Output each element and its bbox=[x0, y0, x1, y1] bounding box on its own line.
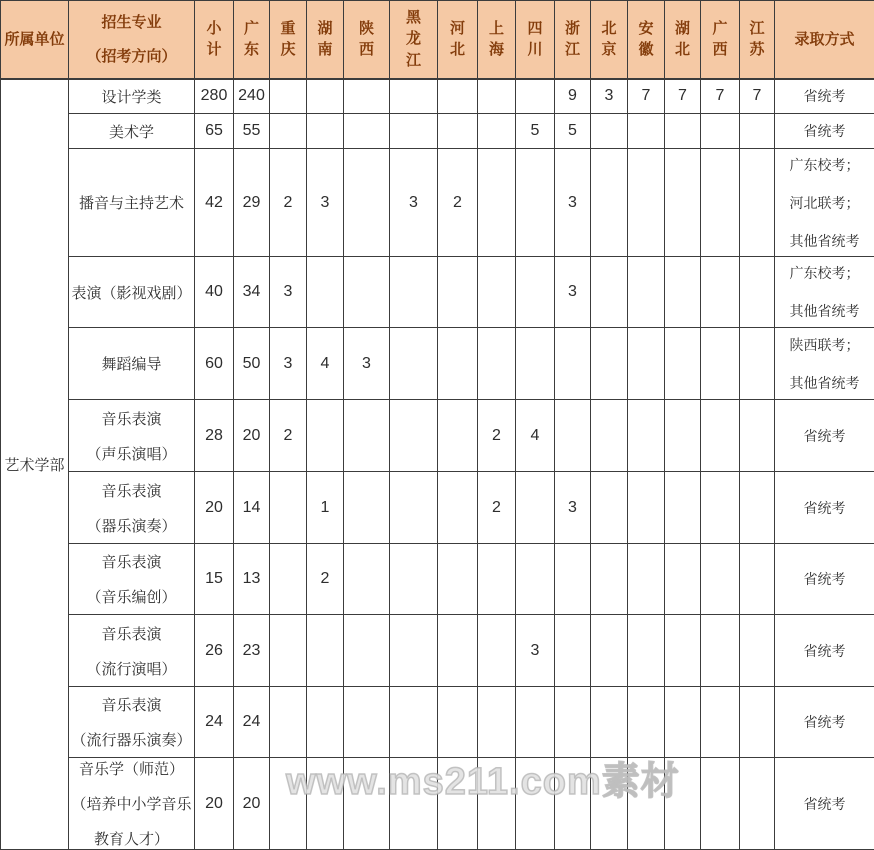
value-cell: 2 bbox=[270, 149, 307, 257]
value-cell: 240 bbox=[234, 79, 270, 114]
value-cell bbox=[555, 400, 591, 472]
value-cell: 1 bbox=[307, 472, 344, 544]
province-label: 湖南 bbox=[317, 18, 334, 62]
header-province-hunan bbox=[307, 1, 344, 79]
value-cell: 14 bbox=[234, 472, 270, 544]
major-line: 音乐表演 bbox=[101, 408, 161, 429]
value-cell bbox=[307, 79, 344, 114]
value-cell bbox=[665, 758, 701, 850]
admission-line: 省统考 bbox=[804, 794, 846, 814]
value-cell bbox=[270, 472, 307, 544]
value-cell bbox=[438, 615, 478, 687]
header-major bbox=[69, 1, 195, 79]
admission-line: 省统考 bbox=[804, 498, 846, 518]
value-cell: 7 bbox=[740, 79, 775, 114]
table-row bbox=[1, 257, 874, 328]
value-cell: 55 bbox=[234, 114, 270, 149]
header-province-sichuan bbox=[516, 1, 555, 79]
admission-cell bbox=[775, 472, 874, 544]
admission-line: 省统考 bbox=[804, 641, 846, 661]
admission-cell bbox=[775, 257, 874, 328]
admission-line: 省统考 bbox=[804, 121, 846, 141]
major-cell bbox=[69, 328, 195, 400]
value-cell: 20 bbox=[234, 758, 270, 850]
header-province-hebei bbox=[438, 1, 478, 79]
value-cell bbox=[740, 615, 775, 687]
subtotal-cell: 280 bbox=[195, 79, 234, 114]
major-line: 音乐学（师范） bbox=[79, 758, 184, 779]
major-line: 音乐表演 bbox=[101, 551, 161, 572]
value-cell bbox=[591, 472, 628, 544]
admission-line: 广东校考； bbox=[790, 263, 860, 283]
value-cell bbox=[438, 79, 478, 114]
value-cell bbox=[591, 257, 628, 328]
major-line: 设计学类 bbox=[101, 86, 161, 107]
header-province-guangxi bbox=[701, 1, 740, 79]
admission-cell bbox=[775, 400, 874, 472]
value-cell bbox=[344, 615, 390, 687]
value-cell bbox=[478, 687, 516, 758]
value-cell bbox=[665, 149, 701, 257]
subtotal-cell: 60 bbox=[195, 328, 234, 400]
value-cell bbox=[701, 544, 740, 615]
value-cell bbox=[438, 400, 478, 472]
province-label: 陕西 bbox=[358, 18, 375, 62]
value-cell bbox=[591, 149, 628, 257]
value-cell bbox=[740, 472, 775, 544]
header-province-beijing bbox=[591, 1, 628, 79]
value-cell bbox=[390, 79, 438, 114]
value-cell bbox=[665, 615, 701, 687]
table-row bbox=[1, 400, 874, 472]
province-label: 广东 bbox=[243, 18, 260, 62]
value-cell bbox=[591, 758, 628, 850]
value-cell: 24 bbox=[234, 687, 270, 758]
province-label: 黑龙江 bbox=[405, 7, 422, 72]
value-cell bbox=[628, 257, 665, 328]
watermark: www.ms211.com素材 bbox=[286, 750, 680, 805]
admission-cell bbox=[775, 615, 874, 687]
value-cell: 3 bbox=[344, 328, 390, 400]
value-cell bbox=[478, 257, 516, 328]
value-cell bbox=[344, 257, 390, 328]
header-unit: 所属单位 bbox=[1, 1, 69, 79]
admission-line: 其他省统考 bbox=[790, 373, 860, 393]
value-cell bbox=[555, 615, 591, 687]
value-cell bbox=[390, 758, 438, 850]
value-cell bbox=[478, 544, 516, 615]
province-label: 广西 bbox=[712, 18, 729, 62]
table-row bbox=[1, 472, 874, 544]
header-province-heilongjiang bbox=[390, 1, 438, 79]
value-cell: 3 bbox=[555, 472, 591, 544]
value-cell bbox=[516, 257, 555, 328]
value-cell: 7 bbox=[665, 79, 701, 114]
province-label: 江苏 bbox=[749, 18, 766, 62]
value-cell: 2 bbox=[478, 472, 516, 544]
admission-cell bbox=[775, 149, 874, 257]
value-cell bbox=[390, 615, 438, 687]
value-cell bbox=[665, 400, 701, 472]
header-row bbox=[1, 1, 874, 79]
value-cell bbox=[438, 114, 478, 149]
value-cell bbox=[344, 472, 390, 544]
value-cell bbox=[344, 114, 390, 149]
table-row bbox=[1, 328, 874, 400]
province-label: 重庆 bbox=[280, 18, 297, 62]
value-cell bbox=[628, 149, 665, 257]
admission-line: 其他省统考 bbox=[790, 231, 860, 251]
value-cell bbox=[344, 544, 390, 615]
admission-line: 陕西联考； bbox=[790, 335, 860, 355]
value-cell: 9 bbox=[555, 79, 591, 114]
major-cell bbox=[69, 400, 195, 472]
header-province-guangdong bbox=[234, 1, 270, 79]
value-cell: 3 bbox=[307, 149, 344, 257]
value-cell bbox=[665, 114, 701, 149]
value-cell bbox=[390, 472, 438, 544]
value-cell bbox=[665, 544, 701, 615]
value-cell bbox=[307, 400, 344, 472]
major-line: 舞蹈编导 bbox=[101, 353, 161, 374]
value-cell: 34 bbox=[234, 257, 270, 328]
value-cell: 7 bbox=[628, 79, 665, 114]
value-cell bbox=[438, 257, 478, 328]
header-province-chongqing bbox=[270, 1, 307, 79]
value-cell bbox=[591, 687, 628, 758]
major-cell bbox=[69, 257, 195, 328]
major-cell bbox=[69, 149, 195, 257]
value-cell bbox=[390, 114, 438, 149]
value-cell bbox=[701, 472, 740, 544]
value-cell bbox=[270, 114, 307, 149]
header-province-shanghai bbox=[478, 1, 516, 79]
value-cell bbox=[478, 114, 516, 149]
major-cell bbox=[69, 687, 195, 758]
admission-cell bbox=[775, 79, 874, 114]
header-province-zhejiang bbox=[555, 1, 591, 79]
value-cell bbox=[701, 114, 740, 149]
table-row bbox=[1, 687, 874, 758]
subtotal-cell: 40 bbox=[195, 257, 234, 328]
major-cell bbox=[69, 544, 195, 615]
value-cell bbox=[344, 758, 390, 850]
major-line: （音乐编创） bbox=[86, 586, 176, 607]
admission-cell bbox=[775, 758, 874, 850]
value-cell bbox=[628, 758, 665, 850]
value-cell bbox=[740, 257, 775, 328]
major-cell bbox=[69, 758, 195, 850]
value-cell bbox=[438, 328, 478, 400]
value-cell bbox=[665, 687, 701, 758]
value-cell bbox=[307, 758, 344, 850]
header-province-hubei bbox=[665, 1, 701, 79]
value-cell: 2 bbox=[270, 400, 307, 472]
value-cell bbox=[628, 114, 665, 149]
value-cell bbox=[478, 149, 516, 257]
value-cell bbox=[344, 687, 390, 758]
value-cell bbox=[516, 687, 555, 758]
header-admission: 录取方式 bbox=[775, 1, 874, 79]
major-line: 音乐表演 bbox=[101, 480, 161, 501]
admission-line: 其他省统考 bbox=[790, 301, 860, 321]
admission-cell bbox=[775, 544, 874, 615]
admission-line: 省统考 bbox=[804, 712, 846, 732]
major-cell bbox=[69, 615, 195, 687]
header-major-line: 招生专业 bbox=[101, 12, 161, 33]
value-cell bbox=[516, 328, 555, 400]
value-cell bbox=[628, 687, 665, 758]
admission-line: 省统考 bbox=[804, 569, 846, 589]
header-subtotal bbox=[195, 1, 234, 79]
value-cell bbox=[591, 615, 628, 687]
value-cell bbox=[740, 544, 775, 615]
major-line: 播音与主持艺术 bbox=[79, 192, 184, 213]
value-cell bbox=[628, 400, 665, 472]
value-cell bbox=[591, 544, 628, 615]
value-cell bbox=[701, 257, 740, 328]
value-cell: 29 bbox=[234, 149, 270, 257]
value-cell bbox=[344, 79, 390, 114]
value-cell bbox=[478, 615, 516, 687]
value-cell bbox=[740, 149, 775, 257]
major-line: （声乐演唱） bbox=[86, 443, 176, 464]
major-cell bbox=[69, 79, 195, 114]
value-cell bbox=[701, 149, 740, 257]
value-cell bbox=[307, 615, 344, 687]
value-cell bbox=[307, 114, 344, 149]
province-label: 安徽 bbox=[638, 18, 655, 62]
value-cell bbox=[516, 79, 555, 114]
value-cell bbox=[555, 328, 591, 400]
value-cell bbox=[438, 758, 478, 850]
value-cell bbox=[390, 328, 438, 400]
value-cell bbox=[478, 328, 516, 400]
subtotal-cell: 24 bbox=[195, 687, 234, 758]
subtotal-cell: 20 bbox=[195, 758, 234, 850]
province-label: 北京 bbox=[601, 18, 618, 62]
header-major-line: （招考方向） bbox=[86, 46, 176, 67]
subtotal-cell: 20 bbox=[195, 472, 234, 544]
value-cell bbox=[270, 544, 307, 615]
value-cell: 3 bbox=[555, 257, 591, 328]
value-cell bbox=[516, 544, 555, 615]
header-province-jiangsu bbox=[740, 1, 775, 79]
value-cell bbox=[665, 257, 701, 328]
value-cell bbox=[555, 758, 591, 850]
value-cell: 50 bbox=[234, 328, 270, 400]
province-label: 河北 bbox=[449, 18, 466, 62]
value-cell bbox=[390, 544, 438, 615]
value-cell bbox=[478, 758, 516, 850]
value-cell: 3 bbox=[390, 149, 438, 257]
value-cell bbox=[701, 687, 740, 758]
subtotal-cell: 28 bbox=[195, 400, 234, 472]
value-cell: 2 bbox=[438, 149, 478, 257]
header-province-shaanxi bbox=[344, 1, 390, 79]
province-label: 湖北 bbox=[674, 18, 691, 62]
value-cell bbox=[701, 615, 740, 687]
value-cell bbox=[270, 687, 307, 758]
province-label: 四川 bbox=[527, 18, 544, 62]
value-cell bbox=[628, 328, 665, 400]
table-row bbox=[1, 114, 874, 149]
value-cell: 13 bbox=[234, 544, 270, 615]
subtotal-cell: 65 bbox=[195, 114, 234, 149]
value-cell bbox=[628, 544, 665, 615]
value-cell bbox=[740, 758, 775, 850]
value-cell bbox=[516, 149, 555, 257]
major-cell bbox=[69, 114, 195, 149]
value-cell bbox=[390, 687, 438, 758]
table-row bbox=[1, 758, 874, 850]
value-cell bbox=[307, 687, 344, 758]
value-cell bbox=[307, 257, 344, 328]
major-line: （流行演唱） bbox=[86, 658, 176, 679]
value-cell bbox=[701, 400, 740, 472]
value-cell bbox=[270, 758, 307, 850]
value-cell: 3 bbox=[555, 149, 591, 257]
value-cell: 5 bbox=[516, 114, 555, 149]
value-cell: 3 bbox=[516, 615, 555, 687]
unit-cell: 艺术学部 bbox=[1, 79, 69, 850]
value-cell bbox=[555, 544, 591, 615]
value-cell bbox=[516, 758, 555, 850]
value-cell bbox=[740, 687, 775, 758]
value-cell bbox=[628, 615, 665, 687]
admission-line: 省统考 bbox=[804, 86, 846, 106]
table-body bbox=[1, 79, 874, 850]
admission-cell bbox=[775, 687, 874, 758]
subtotal-cell: 26 bbox=[195, 615, 234, 687]
major-line: （流行器乐演奏） bbox=[71, 729, 191, 750]
table-row bbox=[1, 544, 874, 615]
value-cell: 7 bbox=[701, 79, 740, 114]
table-header bbox=[1, 1, 874, 79]
value-cell: 3 bbox=[591, 79, 628, 114]
value-cell bbox=[478, 79, 516, 114]
table-row bbox=[1, 149, 874, 257]
value-cell: 4 bbox=[516, 400, 555, 472]
value-cell bbox=[628, 472, 665, 544]
value-cell: 20 bbox=[234, 400, 270, 472]
value-cell bbox=[344, 149, 390, 257]
value-cell bbox=[438, 472, 478, 544]
value-cell bbox=[665, 472, 701, 544]
major-line: 教育人才） bbox=[94, 828, 169, 849]
value-cell bbox=[516, 472, 555, 544]
value-cell bbox=[390, 257, 438, 328]
value-cell: 23 bbox=[234, 615, 270, 687]
value-cell: 4 bbox=[307, 328, 344, 400]
value-cell bbox=[344, 400, 390, 472]
value-cell: 5 bbox=[555, 114, 591, 149]
value-cell bbox=[591, 400, 628, 472]
value-cell: 2 bbox=[478, 400, 516, 472]
major-line: 音乐表演 bbox=[101, 694, 161, 715]
value-cell bbox=[591, 114, 628, 149]
province-label: 上海 bbox=[488, 18, 505, 62]
admission-line: 省统考 bbox=[804, 426, 846, 446]
table-row bbox=[1, 79, 874, 114]
province-label: 浙江 bbox=[564, 18, 581, 62]
value-cell bbox=[390, 400, 438, 472]
value-cell: 3 bbox=[270, 328, 307, 400]
subtotal-cell: 15 bbox=[195, 544, 234, 615]
value-cell bbox=[740, 328, 775, 400]
major-line: （器乐演奏） bbox=[86, 515, 176, 536]
value-cell bbox=[701, 328, 740, 400]
admission-line: 河北联考； bbox=[790, 193, 860, 213]
value-cell bbox=[438, 544, 478, 615]
major-line: 美术学 bbox=[109, 121, 154, 142]
value-cell bbox=[438, 687, 478, 758]
value-cell bbox=[270, 615, 307, 687]
major-cell bbox=[69, 472, 195, 544]
value-cell: 3 bbox=[270, 257, 307, 328]
value-cell bbox=[740, 400, 775, 472]
admission-cell bbox=[775, 328, 874, 400]
value-cell bbox=[591, 328, 628, 400]
major-line: 音乐表演 bbox=[101, 623, 161, 644]
header-province-anhui bbox=[628, 1, 665, 79]
value-cell bbox=[701, 758, 740, 850]
header-subtotal-label: 小计 bbox=[206, 18, 223, 62]
value-cell bbox=[740, 114, 775, 149]
table-row bbox=[1, 615, 874, 687]
value-cell bbox=[555, 687, 591, 758]
admission-cell bbox=[775, 114, 874, 149]
value-cell bbox=[270, 79, 307, 114]
subtotal-cell: 42 bbox=[195, 149, 234, 257]
value-cell: 2 bbox=[307, 544, 344, 615]
major-line: 表演（影视戏剧） bbox=[71, 282, 191, 303]
value-cell bbox=[665, 328, 701, 400]
major-line: （培养中小学音乐 bbox=[71, 793, 191, 814]
admission-line: 广东校考； bbox=[790, 155, 860, 175]
